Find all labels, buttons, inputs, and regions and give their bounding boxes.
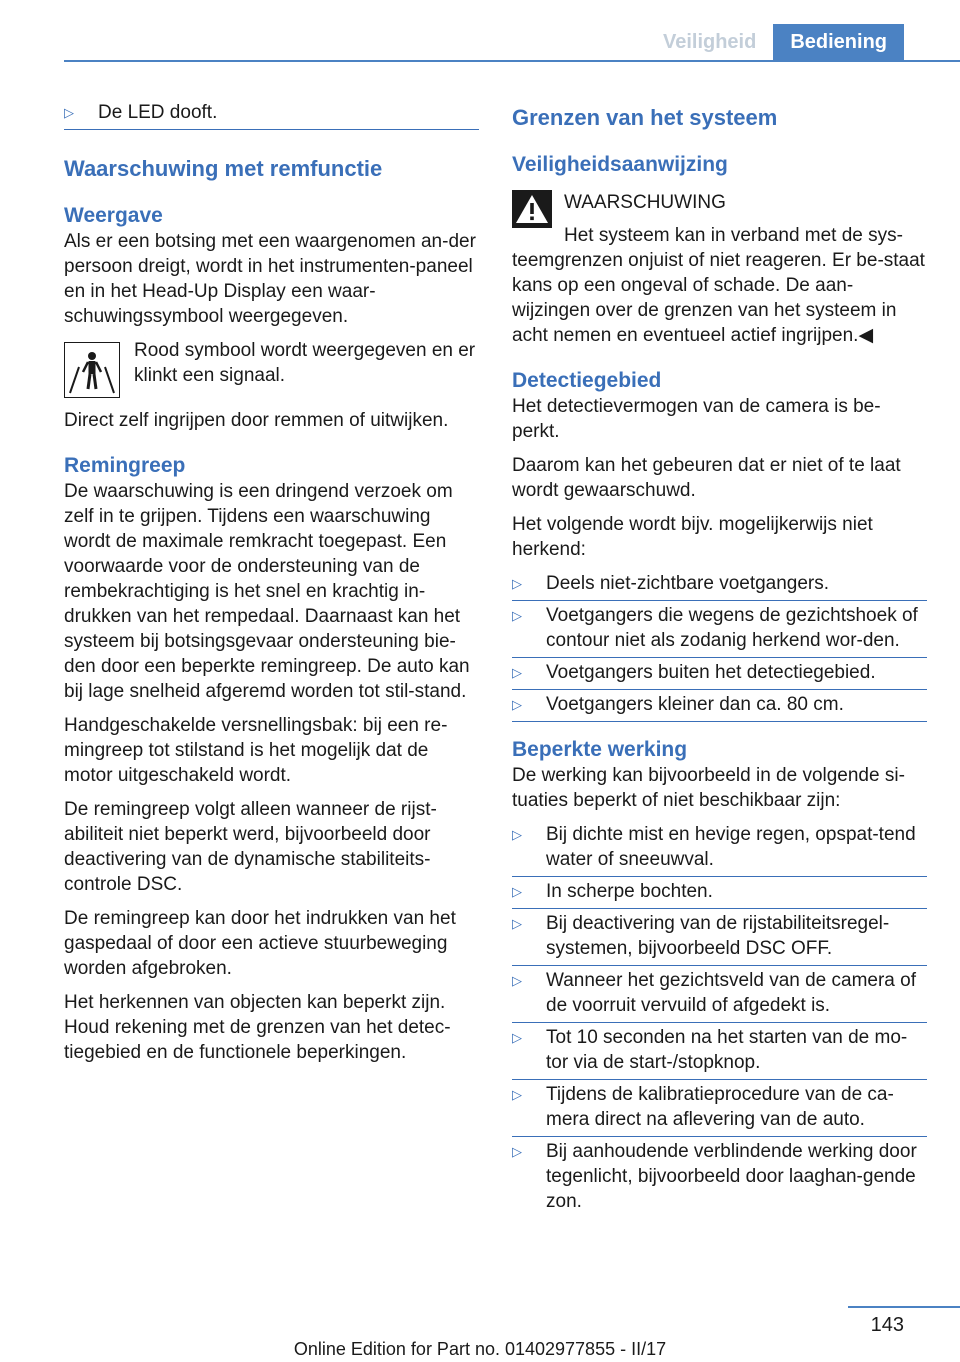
- divider: [512, 600, 927, 601]
- list-item: ▷ Bij aanhoudende verblindende werking door tegenlicht, bijvoorbeeld door laaghan‐gende zon.: [512, 1141, 917, 1212]
- triangle-bullet-icon: ▷: [512, 1030, 522, 1045]
- list-item: ▷ De LED dooft.: [64, 100, 479, 125]
- paragraph: Daarom kan het gebeuren dat er niet of te laat wordt gewaarschuwd.: [512, 455, 901, 501]
- tab-bediening[interactable]: Bediening: [773, 24, 904, 61]
- divider: [512, 689, 927, 690]
- divider: [512, 1079, 927, 1080]
- triangle-bullet-icon: ▷: [512, 827, 522, 842]
- triangle-bullet-icon: ▷: [512, 608, 522, 623]
- section-title: Grenzen van het systeem: [512, 105, 778, 130]
- symbol-description: Rood symbool wordt weergegeven en er klinkt een signaal.: [134, 340, 476, 386]
- warning-block: [512, 188, 927, 348]
- paragraph: Direct zelf ingrijpen door remmen of uitwijken.: [64, 410, 449, 431]
- footer-edition: Online Edition for Part no. 01402977855 - II/17: [293, 1339, 667, 1359]
- divider: [512, 1136, 927, 1137]
- triangle-bullet-icon: ▷: [512, 665, 522, 680]
- paragraph: Het volgende wordt bijv. mogelijkerwijs niet herkend:: [512, 514, 873, 560]
- paragraph: De waarschuwing is een dringend verzoek om zelf in te grijpen. Tijdens een waarschuwing wordt de maximale remkracht toegepast. Een voorwaarde voor de ondersteuning van de rembekrachtiging is het snel en krachtig in‐drukken van het rempedaal. Daarnaast kan het systeem bij botsingsgevaar ondersteuning bie‐den door een beperkte remingreep. De auto kan bij lage snelheid afgeremd worden tot stil‐stand.: [64, 481, 470, 702]
- divider: [512, 876, 927, 877]
- warning-text: Het systeem kan in verband met de sys‐teemgrenzen onjuist of niet reageren. Er be‐staat kans op een ongeval of schade. De aan‐wijzingen over de grenzen van het systeem in acht nemen en eventueel actief ingrijpen.◀: [512, 225, 925, 346]
- subsection-title-weergave: Weergave: [64, 204, 163, 227]
- symbol-row: [64, 338, 479, 398]
- triangle-bullet-icon: ▷: [512, 697, 522, 712]
- list-item: ▷ Deels niet-zichtbare voetgangers.: [512, 571, 927, 596]
- tab-veiligheid[interactable]: Veiligheid: [646, 24, 773, 61]
- triangle-bullet-icon: ▷: [512, 884, 522, 899]
- page-number-rule: [848, 1306, 960, 1308]
- list-item: ▷ In scherpe bochten.: [512, 879, 927, 904]
- top-bullet-list: [64, 100, 479, 125]
- divider: [512, 965, 927, 966]
- list-item: ▷ Bij deactivering van de rijstabiliteitsregel‐systemen, bijvoorbeeld DSC OFF.: [512, 911, 927, 961]
- warning-label: WAARSCHUWING: [564, 192, 726, 213]
- divider: [512, 908, 927, 909]
- paragraph: De werking kan bijvoorbeeld in de volgende si‐tuaties beperkt of niet beschikbaar zijn:: [512, 765, 905, 811]
- paragraph: De remingreep kan door het indrukken van het gaspedaal of door een actieve stuurbeweging worden afgebroken.: [64, 908, 456, 979]
- paragraph: Handgeschakelde versnellingsbak: bij een re‐mingreep tot stilstand is het mogelijk dat de motor uitgeschakeld wordt.: [64, 715, 448, 786]
- divider: [64, 129, 479, 130]
- left-column: [64, 100, 479, 1074]
- right-column: [512, 100, 927, 1226]
- divider: [512, 1022, 927, 1023]
- triangle-bullet-icon: ▷: [512, 916, 522, 931]
- triangle-bullet-icon: ▷: [512, 973, 522, 988]
- triangle-bullet-icon: ▷: [512, 1144, 522, 1159]
- pedestrian-warning-icon: [64, 342, 120, 398]
- subsection-title-detectiegebied: Detectiegebied: [512, 369, 662, 392]
- list-item: ▷ Wanneer het gezichtsveld van de camera of de voorruit vervuild of afgedekt is.: [512, 968, 927, 1018]
- paragraph: Het detectievermogen van de camera is be‐perkt.: [512, 396, 881, 442]
- triangle-bullet-icon: ▷: [64, 105, 74, 120]
- list-item: ▷ Bij dichte mist en hevige regen, opspat‐tend water of sneeuwval.: [512, 822, 927, 872]
- list-item: ▷ Voetgangers buiten het detectiegebied.: [512, 660, 927, 685]
- divider: [512, 721, 927, 722]
- limitations-bullet-list: [512, 822, 927, 1214]
- header-rule: [64, 60, 960, 62]
- list-item: ▷ Voetgangers die wegens de gezichtshoek of contour niet als zodanig herkend wor‐den.: [512, 603, 927, 653]
- list-item: ▷ Tot 10 seconden na het starten van de mo‐tor via de start-/stopknop.: [512, 1025, 927, 1075]
- header-tabs: [646, 24, 904, 61]
- subsection-title-remingreep: Remingreep: [64, 454, 186, 477]
- divider: [512, 657, 927, 658]
- triangle-bullet-icon: ▷: [512, 1087, 522, 1102]
- list-item: ▷ Tijdens de kalibratieprocedure van de ca‐mera direct na aflevering van de auto.: [512, 1082, 927, 1132]
- subsection-title-beperkte-werking: Beperkte werking: [512, 738, 688, 761]
- detection-bullet-list: [512, 571, 927, 717]
- paragraph: De remingreep volgt alleen wanneer de rijst‐abiliteit niet beperkt werd, bijvoorbeeld door deactivering van de dynamische stabiliteits‐controle DSC.: [64, 799, 437, 895]
- paragraph: Als er een botsing met een waargenomen an‐der persoon dreigt, wordt in het instrumenten‐paneel en in het Head-Up Display een waar‐schuwingssymbool weergegeven.: [64, 231, 476, 327]
- paragraph: Het herkennen van objecten kan beperkt zijn. Houd rekening met de grenzen van het detec‐tiegebied en de functionele beperkingen.: [64, 992, 451, 1063]
- page-number: 143: [870, 1314, 904, 1336]
- list-item: ▷ Voetgangers kleiner dan ca. 80 cm.: [512, 692, 927, 717]
- warning-triangle-icon: [512, 190, 552, 233]
- section-title: Waarschuwing met remfunctie: [64, 156, 383, 181]
- subsection-title-veiligheidsaanwijzing: Veiligheidsaanwijzing: [512, 153, 728, 176]
- triangle-bullet-icon: ▷: [512, 576, 522, 591]
